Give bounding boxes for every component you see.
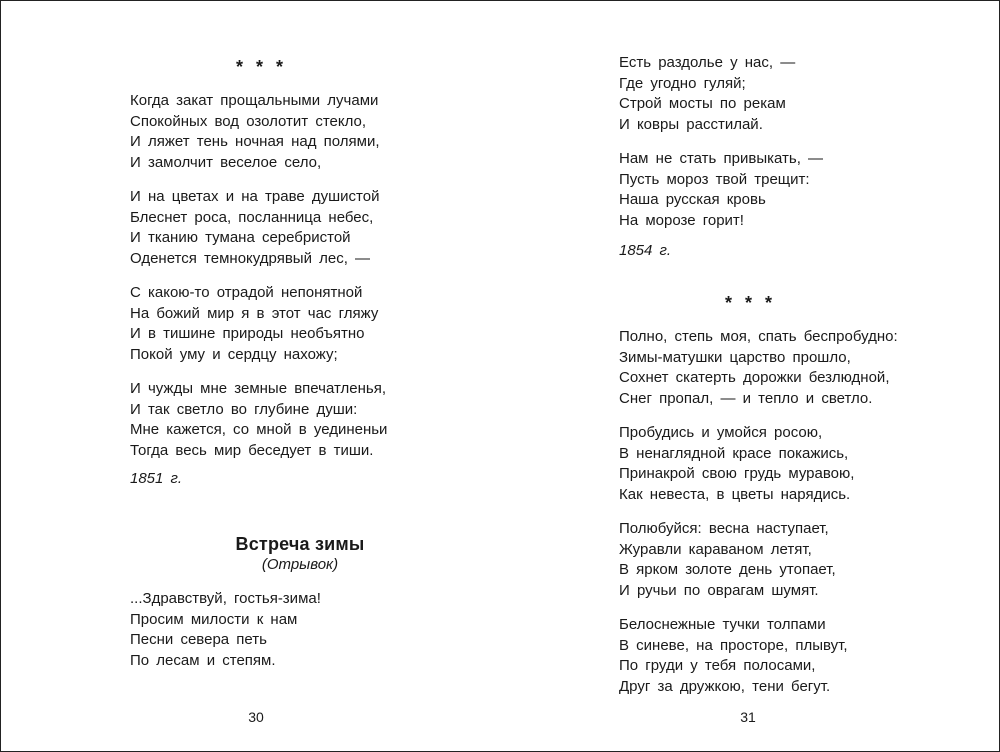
- poem-line: Спокойных вод озолотит стекло,: [130, 112, 367, 130]
- poem-line: По лесам и степям.: [130, 651, 276, 669]
- poem-winter-meeting-continued: [619, 53, 959, 261]
- right-page: [500, 1, 999, 751]
- poem-line: Принакрой свою грудь муравою,: [619, 465, 855, 482]
- poem-title: Встреча зимы: [235, 534, 365, 554]
- poem-stanza: [619, 519, 959, 601]
- poem-line: Белоснежные тучки толпами: [619, 616, 826, 633]
- poem-line: Пробудись и умойся росою,: [619, 424, 823, 441]
- poem-line: Где угодно гуляй;: [619, 74, 746, 92]
- poem-steppe: [619, 293, 959, 697]
- poem-line: И тканию тумана серебристой: [130, 229, 351, 246]
- poem-line: Мне кажется, со мной в уединеньи: [130, 421, 388, 438]
- poem-line: Наша русская кровь: [619, 191, 766, 208]
- poem-stanza: [619, 149, 959, 231]
- poem-when-sunset: [130, 57, 470, 489]
- poem-line: Строй мосты по рекам: [619, 95, 786, 112]
- poem-line: Снег пропал, — и тепло и светло.: [619, 389, 873, 407]
- poem-line: Просим милости к нам: [130, 610, 298, 628]
- poem-line: Тогда весь мир беседует в тиши.: [130, 441, 374, 459]
- poem-line: С какою-то отрадой непонятной: [130, 284, 363, 301]
- poem-line: Покой уму и сердцу нахожу;: [130, 345, 338, 363]
- poem-line: Оденется темнокудрявый лес, —: [130, 249, 371, 267]
- poem-line: Сохнет скатерть дорожки безлюдной,: [619, 369, 890, 386]
- poem-stanza: [130, 187, 470, 269]
- poem-line: Блеснет роса, посланница небес,: [130, 208, 374, 226]
- page-number: 30: [248, 709, 264, 725]
- poem-line: И в тишине природы необъятно: [130, 325, 365, 342]
- poem-line: И замолчит веселое село,: [130, 153, 322, 171]
- left-page: [1, 1, 500, 751]
- poem-line: В синеве, на просторе, плывут,: [619, 636, 848, 654]
- poem-line: И ляжет тень ночная над полями,: [130, 133, 380, 150]
- poem-stanza: [619, 615, 959, 697]
- poem-line: Песни севера петь: [130, 631, 267, 648]
- poem-line: И ручьи по оврагам шумят.: [619, 581, 819, 599]
- poem-stars-ornament: * * *: [725, 293, 777, 313]
- poem-stars-ornament: * * *: [236, 57, 288, 77]
- poem-line: На божий мир я в этот час гляжу: [130, 304, 379, 322]
- poem-stanza: [619, 53, 959, 135]
- poem-line: И ковры расстилай.: [619, 115, 763, 133]
- poem-line: И на цветах и на траве душистой: [130, 188, 380, 205]
- poem-line: И чужды мне земные впечатленья,: [130, 380, 386, 397]
- poem-line: На морозе горит!: [619, 211, 744, 229]
- poem-stanza: [619, 327, 959, 409]
- left-page-column: [130, 57, 470, 685]
- poem-line: Как невеста, в цветы нарядись.: [619, 485, 851, 503]
- poem-stanza: [130, 589, 470, 671]
- poem-line: Друг за дружкою, тени бегут.: [619, 677, 831, 695]
- poem-line: Есть раздолье у нас, —: [619, 54, 796, 71]
- right-page-column: [619, 53, 959, 711]
- poem-stanza: [130, 379, 470, 461]
- poem-line: В ненаглядной красе покажись,: [619, 444, 849, 462]
- poem-line: Полюбуйся: весна наступает,: [619, 520, 829, 537]
- poem-line: По груди у тебя полосами,: [619, 657, 816, 674]
- poem-line: Пусть мороз твой трещит:: [619, 170, 810, 188]
- poem-line: В ярком золоте день утопает,: [619, 561, 836, 578]
- poem-stanza: [619, 423, 959, 505]
- poem-winter-meeting: [130, 533, 470, 671]
- page-number: 31: [740, 709, 756, 725]
- poem-date: 1854 г.: [619, 242, 672, 259]
- poem-line: Нам не стать привыкать, —: [619, 150, 824, 167]
- poem-line: Полно, степь моя, спать беспробудно:: [619, 328, 898, 345]
- poem-line: Журавли караваном летят,: [619, 540, 812, 558]
- poem-subtitle: (Отрывок): [261, 556, 339, 573]
- poem-stanza: [130, 283, 470, 365]
- poem-line: ...Здравствуй, гостья-зима!: [130, 590, 321, 607]
- poem-date: 1851 г.: [130, 470, 183, 487]
- poem-line: И так светло во глубине души:: [130, 400, 358, 418]
- poem-stanza: [130, 91, 470, 173]
- poem-line: Когда закат прощальными лучами: [130, 92, 379, 109]
- poem-line: Зимы-матушки царство прошло,: [619, 348, 851, 366]
